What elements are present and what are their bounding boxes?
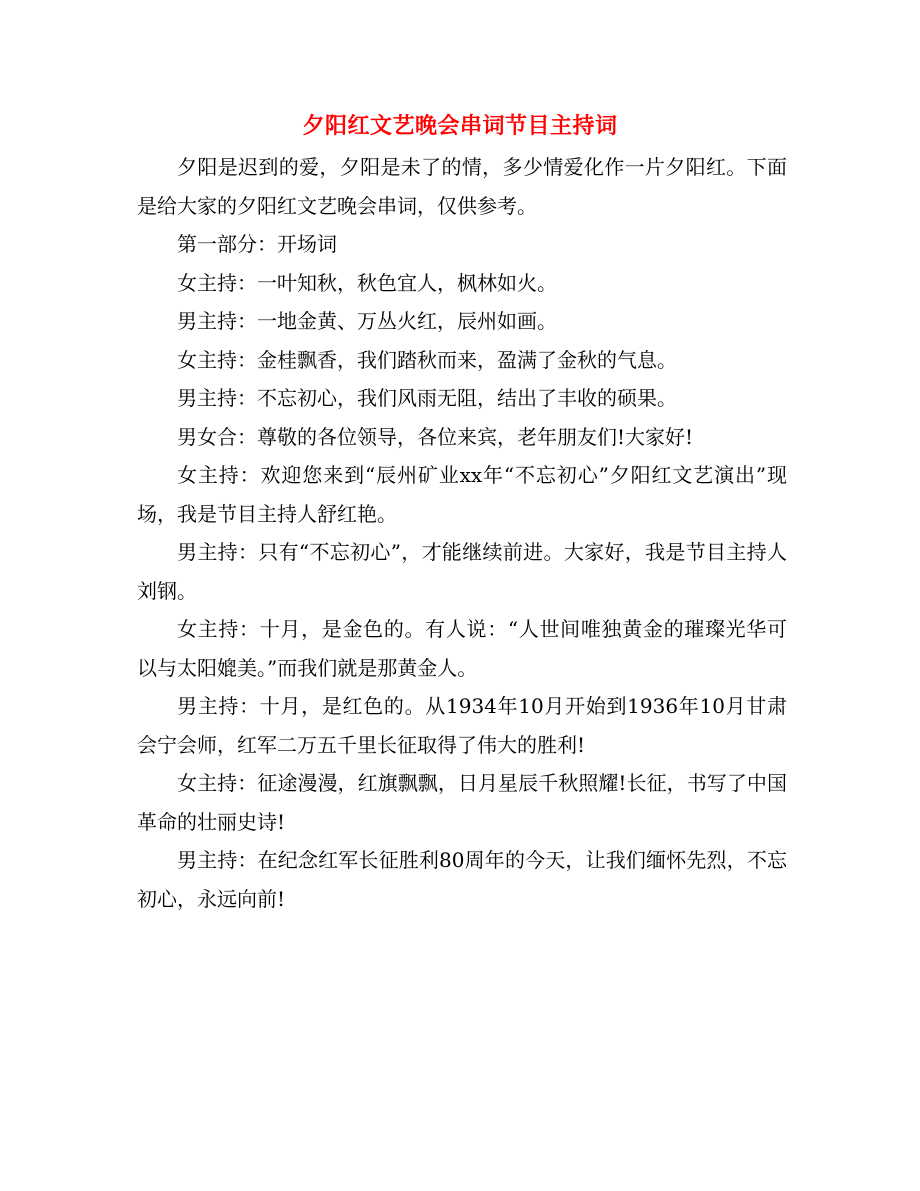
paragraph-dialogue: 女主持：十月，是金色的。有人说：“人世间唯独黄金的璀璨光华可以与太阳媲美。”而我们就是那黄金人。: [137, 617, 787, 680]
paragraph-dialogue: 男主持：不忘初心，我们风雨无阻，结出了丰收的硕果。: [177, 386, 677, 410]
paragraph-dialogue: 男主持：只有“不忘初心”，才能继续前进。大家好，我是节目主持人刘钢。: [137, 540, 787, 603]
paragraph-dialogue: 女主持：一叶知秋，秋色宜人，枫林如火。: [177, 270, 557, 295]
paragraph-dialogue: 男主持：十月，是红色的。从1934年10月开始到1936年10月甘肃会宁会师，红军二万五千里长征取得了伟大的胜利!: [137, 694, 787, 757]
paragraph-dialogue: 女主持：欢迎您来到“辰州矿业xx年“不忘初心”夕阳红文艺演出”现场，我是节目主持人舒红艳。: [137, 463, 787, 526]
paragraph-dialogue: 女主持：金桂飘香，我们踏秋而来，盈满了金秋的气息。: [177, 347, 677, 372]
paragraph-section-heading: 第一部分：开场词: [177, 232, 337, 256]
paragraph-dialogue: 女主持：征途漫漫，红旗飘飘，日月星辰千秋照耀!长征，书写了中国革命的壮丽史诗!: [137, 771, 787, 834]
paragraph-dialogue: 男主持：在纪念红军长征胜利80周年的今天，让我们缅怀先烈，不忘初心，永远向前!: [137, 848, 787, 911]
document-body: [137, 148, 787, 918]
paragraph-intro: 夕阳是迟到的爱，夕阳是未了的情，多少情爱化作一片夕阳红。下面是给大家的夕阳红文艺晚会串词，仅供参考。: [137, 155, 787, 218]
paragraph-dialogue: 男女合：尊敬的各位领导，各位来宾，老年朋友们!大家好!: [177, 424, 694, 449]
document-title: 夕阳红文艺晚会串词节目主持词: [302, 113, 618, 139]
paragraph-dialogue: 男主持：一地金黄、万丛火红，辰州如画。: [177, 309, 557, 333]
